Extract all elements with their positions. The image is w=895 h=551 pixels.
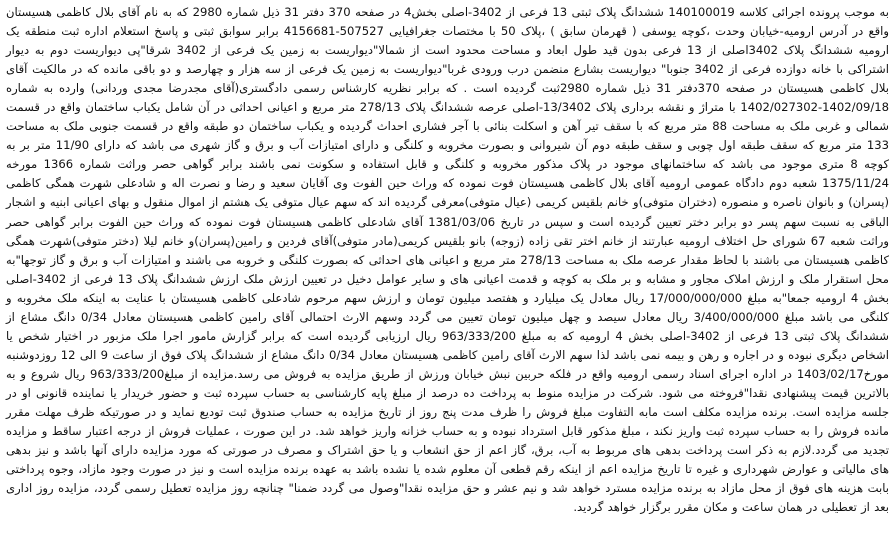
- auction-notice-text: به موجب پرونده اجرائی کلاسه 140100019 ششدانگ پلاک ثبتی 13 فرعی از 3402-اصلی بخش4 در صفحه 370 دفتر 31 ذیل شماره 2980 که به نام آقای بلال کاظمی هسیستان واقع در آدرس ارومیه-خیابان وحدت ،کوچه یوسفی ( قهرمان سابق ) ،پلاک 50 با مختصات جغرافیایی 507527-4156681 برابر سوابق ثبتی و پاسخ استعلام اداره ثبت منطقه یک ارومیه ششدانگ پلاک 3402اصلی از 13 فرعی بدون قید طول ابعاد و مساحت محدود است از شمالا"دیواریست به زمین یک فرعی از 3402 شرقا"پی دیواریست دوم به دیوار اشتراکی با خانه دوازده فرعی از 3402 جنوبا" دیواریست بشارع منضمن درب ورودی غربا"دیواریست به زمین یک فرعی از سه هزار و چهارصد و دو باقی مانده که در مالکیت آقای بلال کاظمی هسیستان در صفحه 370دفتر 31 ذیل شماره 2980ثبت گردیده است . که برابر نظریه کارشناس رسمی دادگستری(آقای مجدرضا مجدی وردانی) وارده به شماره 1402/09/18-1402/027302 با متراژ و نقشه برداری پلاک 13/3402-اصلی عرصه ششدانگ پلاک 278/13 متر مربع و اعیانی احداثی در آن شامل یکباب ساختمان واقع در قسمت شمالی و غربی ملک به مساحت 88 متر مربع که با سقف تیر آهن و اسکلت بنائی با آجر فشاری احداث گردیده و یکباب ساختمان دو طبقه واقع در قسمت جنوبی ملک به مساحت 133 متر مربع که سقف طبقه اول چوبی و سقف طبقه دوم آن شیروانی و بصورت مخروبه و کلنگی و دارای امتیازات آب و برق و گاز شهری می باشد که دارای 11/90 متر بر به کوچه 8 متری موجود می باشد که ساختمانهای موجود در پلاک مذکور مخروبه و کلنگی و قابل استفاده و سکونت نمی باشند برابر گواهی حصر وراثت شماره 1366 مورخه 1375/11/24 شعبه دوم دادگاه عمومی ارومیه آقای بلال کاظمی هسیستان فوت نموده که وراث حین الفوت وی آقایان سعید و رضا و نصرت اله و شادعلی شهرت همگی کاظمی (پسران) و بانوان ناصره و منصوره (دختران متوفی)و خانم بلقیس کریمی (عیال متوفی)معرفی گردیده اند که سهم عیال متوفی یک هشتم از اموال منقول و بهای اعیانی ابنیه و اشجار الباقی به نسبت سهم پسر دو برابر دختر تعیین گردیده است و سپس در تاریخ 1381/03/06 آقای شادعلی کاظمی هسیستان فوت نموده که وراث حین الفوت برابر گواهی حصر وراثت شعبه 67 شورای حل اختلاف ارومیه عبارتند از خانم اختر تقی زاده (زوجه) بانو بلقیس کریمی(مادر متوفی)آقای فردین و رامین(پسران)و خانم لیلا (دختر متوفی)شهرت همگی کاظمی هسیستان می باشند با لحاظ مقدار عرصه ملک به مساحت 278/13 متر مربع و اعیانی های احداثی که بصورت کلنگی و خروبه می باشند و امتیازات آب و برق و گاز توجها"به محل استقرار ملک و ارزش املاک مجاور و مشابه و بر ملک به کوچه و قدمت اعیانی های و سایر عوامل دخیل در تعیین ارزش ملک ارزش ششدانگ پلاک 13 فرعی از 3402-اصلی بخش 4 ارومیه جمعا"به مبلغ 17/000/000/000 ریال معادل یک میلیارد و هفتصد میلیون تومان و ارزش سهم مرحوم شادعلی کاظمی هسیستان با عنایت به اینکه ملک مخروبه و کلنگی می باشد مبلغ 3/400/000/000 ریال معادل سیصد و چهل میلیون تومان تعیین می گردد وسهم الارث احتمالی آقای رامین کاظمی هسیستان معادل 0/34 دانگ مشاع از ششدانگ پلاک ثبتی 13 فرعی از 3402-اصلی بخش 4 ارومیه که به مبلغ 963/333/200 ریال ارزیابی گردیده است که برابر گزارش مامور اجرا ملک مزبور در اختیار شخص یا اشخاص دیگری نبوده و در اجاره و رهن و بیمه نمی باشد لذا سهم الارث آقای رامین کاظمی هسیستان معادل 0/34 دانگ مشاع از ششدانگ پلاک فوق از ساعت 9 الی 12 روزدوشنبه مورخ1403/02/17 در اداره اجرای اسناد رسمی ارومیه واقع در فلکه حربین نبش خیابان ورزش از طریق مزایده به فروش می رسد.مزایده از مبلغ963/333/200 ریال شروع و به بالاترین قیمت پیشنهادی نقدا"فروخته می شود. شرکت در مزایده منوط به پرداخت ده درصد از مبلغ پایه کارشناسی به حساب سپرده ثبت و حضور خریدار یا نماینده قانونی او در جلسه مزایده است. برنده مزایده مکلف است مابه التفاوت مبلغ فروش را ظرف مدت پنج روز از تاریخ مزایده به حساب صندوق ثبت تودیع نماید و در صورتیکه ظرف مهلت مقرر مانده فروش را به حساب سپرده ثبت واریز نکند ، مبلغ مذکور قابل استرداد نبوده و به حساب خزانه واریز خواهد شد. در این صورت ، عملیات فروش از درجه اعتبار ساقط و مزایده تجدید می گردد.لازم به ذکر است پرداخت بدهی های مربوط به آب، برق، گاز اعم از حق انشعاب و یا حق اشتراک و مصرف در صورتی که مورد مزایده دارای آنها باشد و نیز بدهی های مالیاتی و عوارض شهرداری و غیره تا تاریخ مزایده اعم از اینکه رقم قطعی آن معلوم شده یا نشده باشد به عهده برنده مزایده است و نیز در صورت وجود مازاد، وجوه پرداختی بابت هزینه های فوق از محل مازاد به برنده مزایده مسترد خواهد شد و نیم عشر و حق مزایده نقدا"وصول می گردد ضمنا" چنانچه روز مزایده تعطیل رسمی گردد، مزایده روز اداری بعد از تعطیلی در همان ساعت و مکان مقرر برگزار خواهد گردید.: [6, 5, 890, 515]
